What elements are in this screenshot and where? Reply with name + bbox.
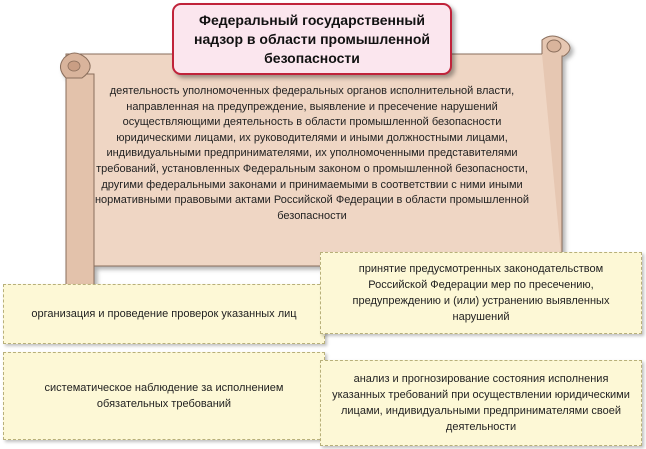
diagram-title: Федеральный государственный надзор в области промышленной безопасности xyxy=(172,3,452,75)
function-box-analysis xyxy=(320,360,642,446)
function-box-inspections xyxy=(3,284,325,344)
function-label: систематическое наблюдение за исполнением обязательных требований xyxy=(44,382,284,410)
function-box-measures xyxy=(320,252,642,334)
function-label: принятие предусмотренных законодательством Российской Федерации мер по пресечению, предупреждению и (или) устранению выявленных нарушений xyxy=(352,263,610,323)
function-box-monitoring xyxy=(3,352,325,440)
function-label: анализ и прогнозирование состояния исполнения указанных требований при осуществлении юридическими лицами, индивидуальными предпринимателями своей деятельности xyxy=(332,373,630,433)
definition-text: деятельность уполномоченных федеральных органов исполнительной власти, направленная на предупреждение, выявление и пресечение нарушений осуществляющими деятельность в области промышленной безопасности юридическими лицами, их руководителями и иными должностными лицами, индивидуальными предпринимателями, их уполномоченными представителями требований, установленных Федеральным законом о промышленной безопасности, другими федеральными законами и принимаемыми в соответствии с ними иными нормативными правовыми актами Российской Федерации в области промышленной безопасности xyxy=(94,85,530,222)
function-label: организация и проведение проверок указанных лиц xyxy=(31,308,297,320)
